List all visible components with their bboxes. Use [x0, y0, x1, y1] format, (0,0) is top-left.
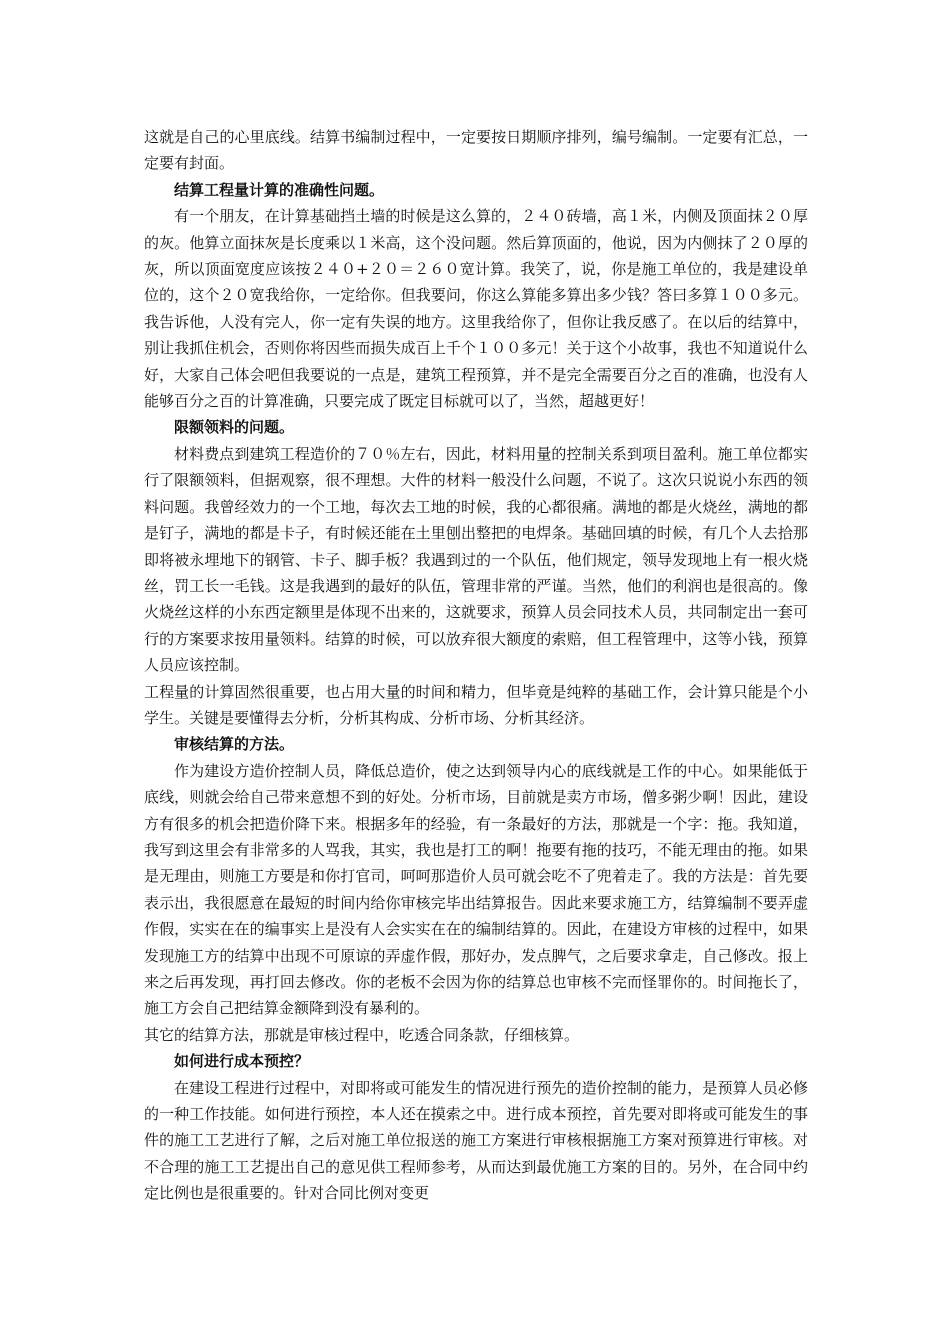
paragraph-2: 有一个朋友，在计算基础挡土墙的时候是这么算的，２４０砖墙，高１米，内侧及顶面抹２０厚的灰。他算立面抹灰是长度乘以１米高，这个没问题。然后算顶面的，他说，因为内侧抹了２０厚的灰，所以顶面宽度应该按２４０+２０＝２６０宽计算。我笑了，说，你是施工单位的，我是建设单位的，这个２０宽我给你，一定给你。但我要问，你这么算能多算出多少钱？答曰多算１００多元。我告诉他，人没有完人，你一定有失误的地方。这里我给你了，但你让我反感了。在以后的结算中，别让我抓住机会，否则你将因些而损失成百上千个１００多元！关于这个小故事，我也不知道说什么好，大家自己体会吧但我要说的一点是，建筑工程预算，并不是完全需要百分之百的准确，也没有人能够百分之百的计算准确，只要完成了既定目标就可以了，当然，超越更好！: [144, 207, 808, 411]
section-heading-4: 如何进行成本预控？: [174, 1052, 310, 1071]
paragraph-3: 材料费点到建筑工程造价的７０％左右，因此，材料用量的控制关系到项目盈利。施工单位都实行了限额领料，但据观察，很不理想。大件的材料一般没什么问题，不说了。这次只说说小东西的领料问题。我曾经效力的一个工地，每次去工地的时候，我的心都很痛。满地的都是火烧丝，满地的都是钉子，满地的都是卡子，有时候还能在土里刨出整把的电焊条。基础回填的时候，有几个人去拾那即将被永埋地下的钢管、卡子、脚手板？我遇到过的一个队伍，他们规定，领导发现地上有一根火烧丝，罚工长一毛钱。这是我遇到的最好的队伍，管理非常的严谨。当然，他们的利润也是很高的。像火烧丝这样的小东西定额里是体现不出来的，这就要求，预算人员会同技术人员，共同制定出一套可行的方案要求按用量领料。结算的时候，可以放弃很大额度的索赔，但工程管理中，这等小钱，预算人员应该控制。: [144, 444, 808, 675]
paragraph-1: 这就是自己的心里底线。结算书编制过程中，一定要按日期顺序排列，编号编制。一定要有汇总，一定要有封面。: [144, 128, 808, 173]
paragraph-6: 其它的结算方法，那就是审核过程中，吃透合同条款，仔细核算。: [144, 1025, 580, 1044]
document-page: [144, 124, 808, 1207]
paragraph-4: 工程量的计算固然很重要，也占用大量的时间和精力，但毕竟是纯粹的基础工作，会计算只能是个小学生。关键是要懂得去分析，分析其构成、分析市场、分析其经济。: [144, 682, 808, 727]
paragraph-5: 作为建设方造价控制人员，降低总造价，使之达到领导内心的底线就是工作的中心。如果能低于底线，则就会给自己带来意想不到的好处。分析市场，目前就是卖方市场，僧多粥少啊！因此，建设方有很多的机会把造价降下来。根据多年的经验，有一条最好的方法，那就是一个字：拖。我知道，我写到这里会有非常多的人骂我，其实，我也是打工的啊！拖要有拖的技巧，不能无理由的拖。如果是无理由，则施工方要是和你打官司，呵呵那造价人员可就会吃不了兜着走了。我的方法是：首先要表示出，我很愿意在最短的时间内给你审核完毕出结算报告。因此来要求施工方，结算编制不要弄虚作假，实实在在的编事实上是没有人会实实在在的编制结算的。因此，在建设方审核的过程中，如果发现施工方的结算中出现不可原谅的弄虚作假，那好办，发点脾气，之后要求拿走，自己修改。报上来之后再发现，再打回去修改。你的老板不会因为你的结算总也审核不完而怪罪你的。时间拖长了，施工方会自己把结算金额降到没有暴利的。: [144, 761, 808, 1018]
paragraph-7: 在建设工程进行过程中，对即将或可能发生的情况进行预先的造价控制的能力，是预算人员必修的一种工作技能。如何进行预控，本人还在摸索之中。进行成本预控，首先要对即将或可能发生的事件的施工工艺进行了解，之后对施工单位报送的施工方案进行审核根据施工方案对预算进行审核。对不合理的施工工艺提出自己的意见供工程师参考，从而达到最优施工方案的目的。另外，在合同中约定比例也是很重要的。针对合同比例对变更: [144, 1078, 808, 1203]
section-heading-2: 限额领料的问题。: [174, 418, 295, 437]
section-heading-3: 审核结算的方法。: [174, 735, 295, 754]
section-heading-1: 结算工程量计算的准确性问题。: [174, 180, 385, 199]
